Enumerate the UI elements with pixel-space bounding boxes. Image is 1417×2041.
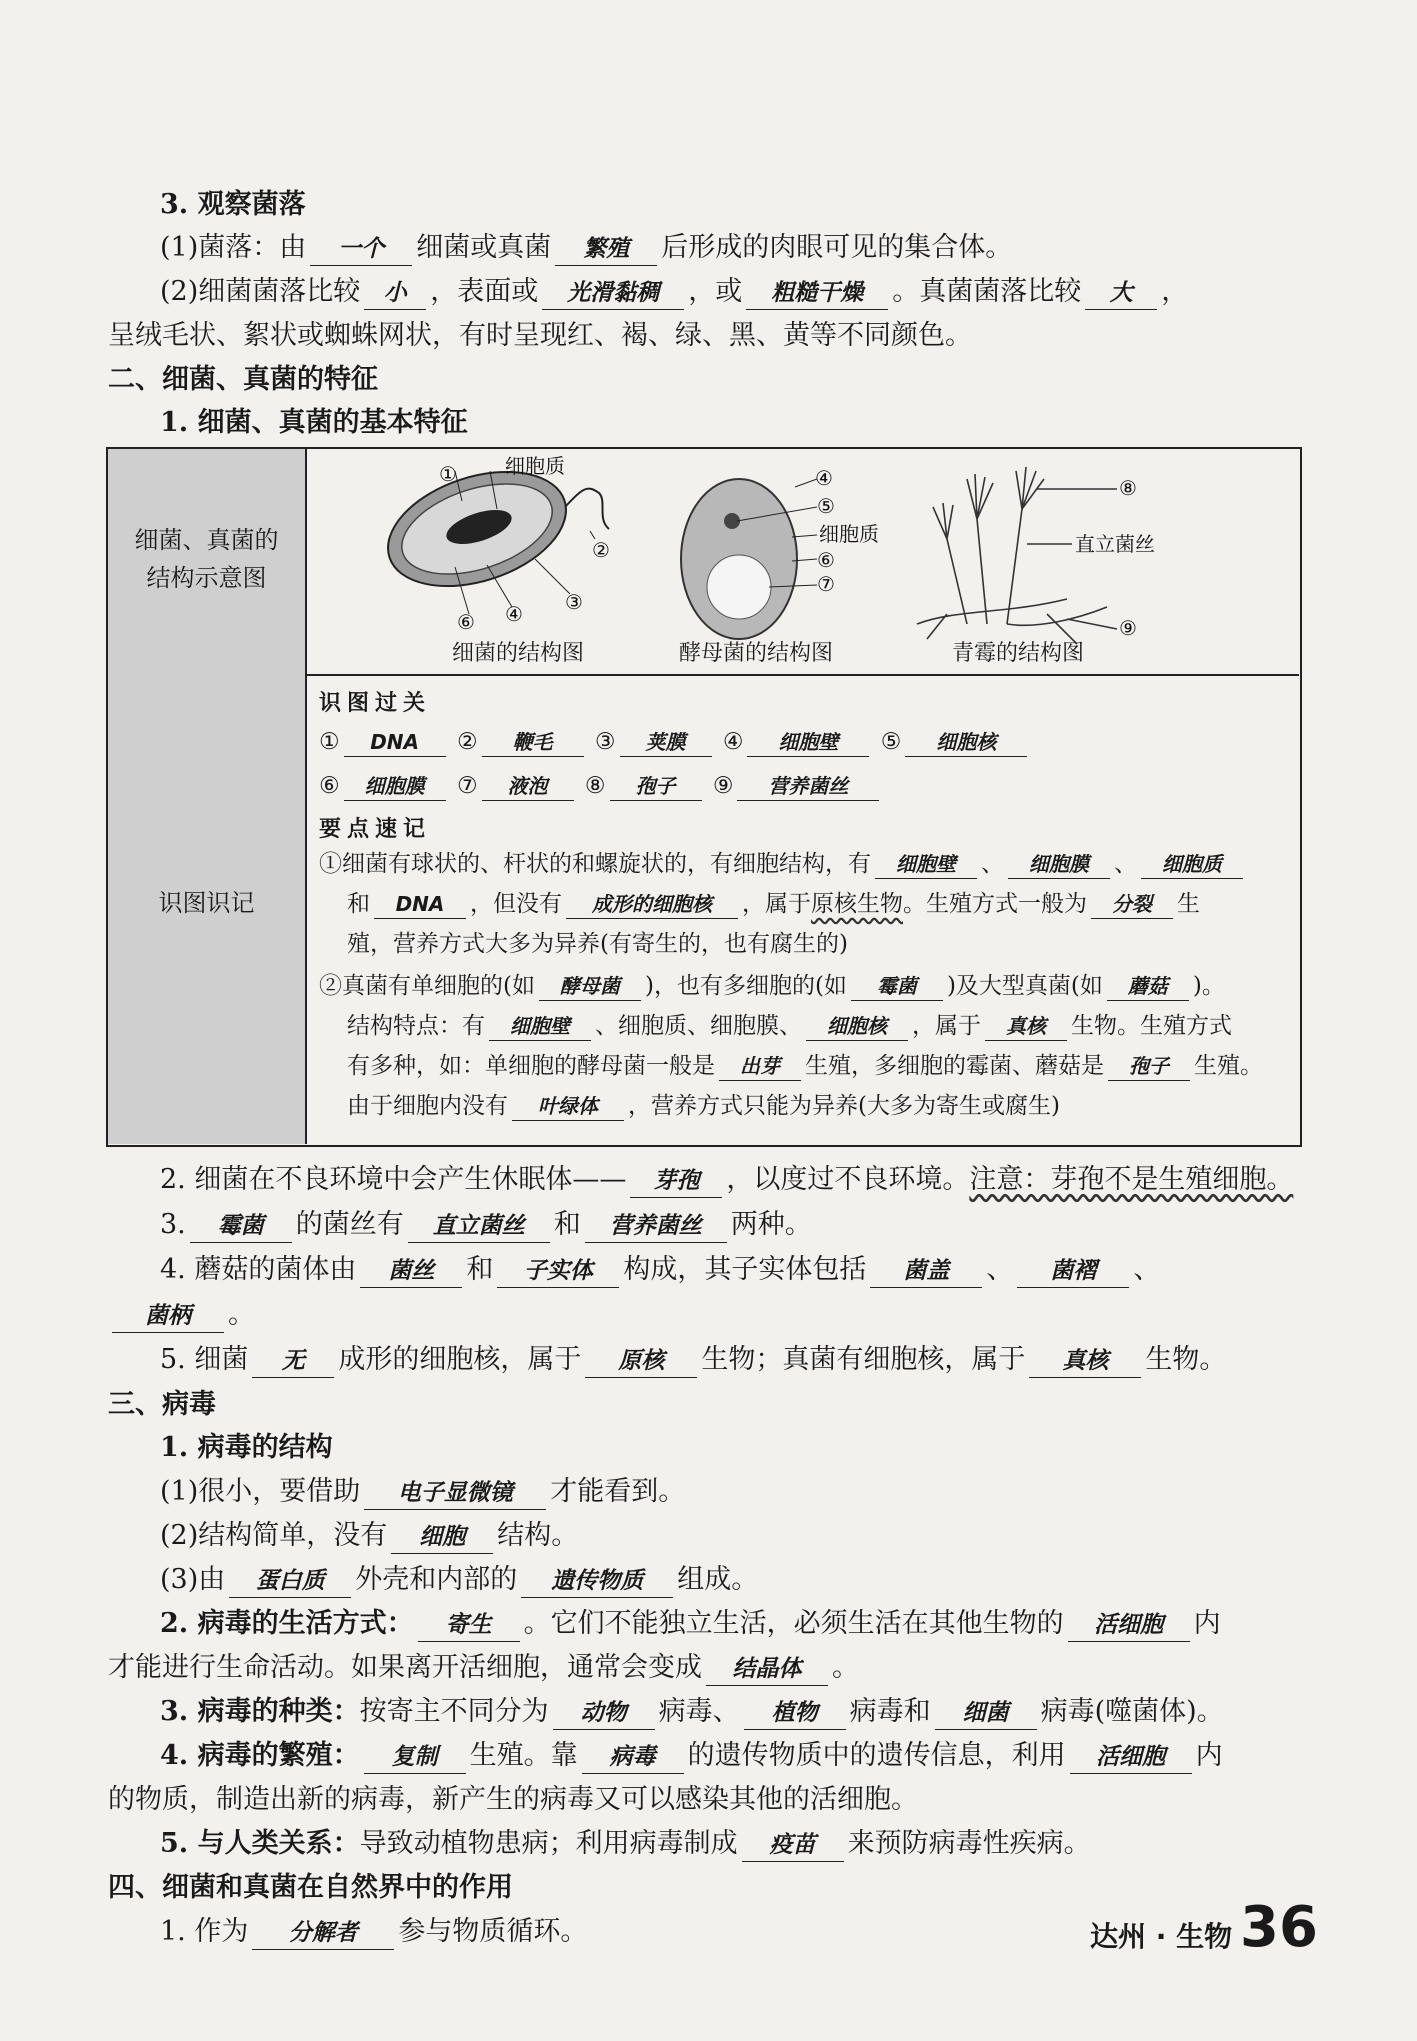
num: ⑦: [456, 773, 478, 799]
subsection-title: 1. 细菌、真菌的基本特征: [160, 407, 468, 438]
answer-blank: 真核: [1029, 1345, 1141, 1378]
yeast-diagram: [681, 466, 879, 639]
answer-row: [319, 724, 1031, 760]
text: ，或: [688, 276, 743, 307]
answer-blank: 霉菌: [190, 1210, 292, 1243]
answer-blank: 营养菌丝: [737, 772, 879, 801]
answer-blank: DNA: [374, 890, 466, 919]
text: 5. 与人类关系：: [160, 1828, 360, 1859]
num: ③: [594, 729, 616, 755]
underlined-text: 原核生物: [811, 891, 903, 917]
text-line: [108, 1295, 1308, 1335]
text: 按寄主不同分为: [359, 1696, 549, 1727]
label-3: ③: [565, 590, 583, 614]
answer-blank: 细胞壁: [747, 728, 869, 757]
text: 生物；真菌有细胞核，属于: [701, 1344, 1026, 1375]
text-line: [108, 1648, 1308, 1688]
text: 两种。: [730, 1209, 812, 1240]
answer-blank: 光滑黏稠: [542, 277, 684, 310]
answer-blank: 小: [364, 277, 426, 310]
answer-blank: DNA: [344, 728, 446, 757]
text: ①细菌有球状的、杆状的和螺旋状的，有细胞结构，有: [319, 851, 871, 877]
text: 病毒和: [849, 1696, 931, 1727]
text: )及大型真菌(如: [946, 973, 1103, 999]
text: 构成，其子实体包括: [623, 1254, 867, 1285]
text: 组成。: [677, 1564, 759, 1595]
diagram-caption: 酵母菌的结构图: [679, 641, 834, 666]
answer-blank: 植物: [744, 1697, 846, 1730]
text-line: [160, 1516, 1360, 1556]
text: 生物。: [1145, 1344, 1227, 1375]
text: 2. 病毒的生活方式：: [160, 1608, 414, 1639]
text: )，也有多细胞的(如: [644, 973, 847, 999]
label-6: ⑥: [457, 610, 475, 634]
text: (2)细菌菌落比较: [160, 276, 361, 307]
text: 。真菌菌落比较: [892, 276, 1082, 307]
text: 生: [1177, 891, 1200, 917]
answer-blank: 无: [252, 1345, 334, 1378]
note-line: 殖，营养方式大多为异养(有寄生的，也有腐生的): [347, 931, 848, 957]
footer-region-label: 达州 · 生物: [1090, 1920, 1233, 1953]
answer-blank: 寄生: [418, 1609, 520, 1642]
answer-blank: 细胞壁: [489, 1012, 591, 1041]
text-line: 呈绒毛状、絮状或蜘蛛网状，有时呈现红、褐、绿、黑、黄等不同颜色。: [108, 320, 972, 351]
text: 的遗传物质中的遗传信息，利用: [687, 1740, 1066, 1771]
answer-blank: 细胞核: [806, 1012, 908, 1041]
label-cytoplasm: 细胞质: [505, 454, 565, 478]
text: ，以度过不良环境。: [726, 1164, 970, 1195]
text-line: [160, 1205, 1360, 1245]
text: 4. 蘑菇的菌体由: [160, 1254, 357, 1285]
answer-blank: 细胞核: [905, 728, 1027, 757]
answer-blank: 分解者: [252, 1917, 394, 1950]
label-4: ④: [505, 602, 523, 626]
text: 1. 作为: [160, 1916, 249, 1947]
answer-blank: 霉菌: [851, 972, 943, 1001]
label-hyphae: 直立菌丝: [1075, 532, 1155, 556]
text: 才能进行生命活动。如果离开活细胞，通常会变成: [108, 1652, 702, 1683]
text-line: [160, 1472, 1360, 1512]
text-line: [160, 1250, 1360, 1290]
answer-blank: 菌盖: [870, 1255, 982, 1288]
text: 的菌丝有: [295, 1209, 404, 1240]
answer-blank: 遗传物质: [521, 1565, 673, 1598]
table-head-text: 结构示意图: [146, 564, 267, 592]
text: 。它们不能独立生活，必须生活在其他生物的: [523, 1608, 1064, 1639]
text: 参与物质循环。: [398, 1916, 588, 1947]
answer-blank: 细胞膜: [344, 772, 446, 801]
answer-blank: 分裂: [1091, 890, 1173, 919]
text: 5. 细菌: [160, 1344, 249, 1375]
text: 生殖，多细胞的霉菌、蘑菇是: [805, 1053, 1104, 1079]
answer-blank: 酵母菌: [539, 972, 641, 1001]
note-text: 注意：芽孢不是生殖细胞。: [969, 1164, 1294, 1195]
answer-blank: 菌褶: [1017, 1255, 1129, 1288]
label-8: ⑧: [1119, 476, 1137, 500]
section-title: 二、细菌、真菌的特征: [108, 364, 378, 395]
answer-blank: 成形的细胞核: [566, 890, 738, 919]
text-line: [160, 1560, 1360, 1600]
text: ，营养方式只能为异养(大多为寄生或腐生): [628, 1093, 1060, 1119]
answer-blank: 细胞膜: [1008, 850, 1110, 879]
note-line: [319, 968, 1225, 1004]
answer-blank: 蘑菇: [1107, 972, 1189, 1001]
answer-blank: 芽孢: [630, 1165, 722, 1198]
label-1: ①: [439, 462, 457, 486]
structure-table: [106, 447, 1302, 1147]
note-line: [347, 1088, 1060, 1124]
diagram-caption: 细菌的结构图: [452, 641, 585, 666]
answer-blank: 叶绿体: [512, 1092, 624, 1121]
answer-blank: 复制: [364, 1741, 466, 1774]
text: ，: [1161, 276, 1189, 307]
text: 才能看到。: [550, 1476, 686, 1507]
subsection-title: 3. 观察菌落: [160, 189, 306, 220]
answer-blank: 液泡: [482, 772, 574, 801]
answer-blank: 活细胞: [1068, 1609, 1190, 1642]
section-title: 三、病毒: [108, 1389, 216, 1420]
text: 后形成的肉眼可见的集合体。: [661, 232, 1013, 263]
text: 、: [981, 851, 1004, 877]
answer-blank: 细菌: [935, 1697, 1037, 1730]
answer-blank: 结晶体: [706, 1653, 828, 1686]
text: 生殖。靠: [469, 1740, 578, 1771]
answer-blank: 鞭毛: [482, 728, 584, 757]
answer-blank: 原核: [585, 1345, 697, 1378]
answer-blank: 粗糙干燥: [746, 277, 888, 310]
text-line: [160, 1736, 1360, 1776]
text: 生物。生殖方式: [1071, 1013, 1232, 1039]
label-5: ⑤: [817, 494, 835, 518]
answer-blank: 菌丝: [360, 1255, 462, 1288]
text: 来预防病毒性疾病。: [847, 1828, 1091, 1859]
text-line: [160, 1604, 1360, 1644]
diagram-cell: [307, 449, 1299, 676]
label-4: ④: [815, 466, 833, 490]
text-line: 的物质，制造出新的病毒，新产生的病毒又可以感染其他的活细胞。: [108, 1784, 918, 1815]
answer-blank: 细胞: [391, 1521, 493, 1554]
answer-blank: 孢子: [610, 772, 702, 801]
label-2: ②: [592, 538, 610, 562]
num: ④: [722, 729, 744, 755]
answer-blank: 细胞质: [1141, 850, 1243, 879]
table-head-text: 识图识记: [158, 889, 255, 917]
text-line: [160, 1692, 1360, 1732]
text: (1)很小，要借助: [160, 1476, 361, 1507]
note-line: [347, 886, 1200, 922]
text: 内: [1193, 1608, 1221, 1639]
answer-blank: 真核: [985, 1012, 1067, 1041]
text: 和: [553, 1209, 581, 1240]
text: 由于细胞内没有: [347, 1093, 508, 1119]
num: ⑨: [712, 773, 734, 799]
tag-label: 要点速记: [319, 817, 432, 842]
text-line: [160, 272, 1360, 312]
text: 。: [832, 1652, 859, 1683]
text: 病毒(噬菌体)。: [1040, 1696, 1224, 1727]
label-6: ⑥: [817, 548, 835, 572]
answer-blank: 直立菌丝: [408, 1210, 550, 1243]
note-line: [347, 1008, 1232, 1044]
text: ，但没有: [470, 891, 562, 917]
section-title: 四、细菌和真菌在自然界中的作用: [108, 1872, 513, 1903]
num: ⑥: [319, 773, 340, 799]
text: 外壳和内部的: [355, 1564, 518, 1595]
answer-blank: 病毒: [582, 1741, 684, 1774]
text: 3.: [160, 1209, 186, 1240]
answer-blank: 菌柄: [112, 1300, 224, 1333]
text: 和: [347, 891, 370, 917]
notes-cell: [307, 676, 1299, 1146]
label-7: ⑦: [817, 572, 835, 596]
num: ①: [319, 729, 340, 755]
answer-blank: 电子显微镜: [364, 1477, 546, 1510]
text-line: [160, 228, 1360, 268]
text: 4. 病毒的繁殖：: [160, 1740, 360, 1771]
answer-blank: 蛋白质: [229, 1565, 351, 1598]
text-line: [160, 1340, 1360, 1380]
text: ，属于: [742, 891, 811, 917]
answer-blank: 出芽: [719, 1052, 801, 1081]
text: 。生殖方式一般为: [903, 891, 1087, 917]
note-line: [319, 846, 1247, 882]
text: (1)菌落：由: [160, 232, 307, 263]
text: 有多种，如：单细胞的酵母菌一般是: [347, 1053, 715, 1079]
text: ，属于: [912, 1013, 981, 1039]
text: 、: [1114, 851, 1137, 877]
text: 病毒、: [658, 1696, 740, 1727]
answer-blank: 孢子: [1108, 1052, 1190, 1081]
text: 细菌或真菌: [416, 232, 552, 263]
text: 导致动植物患病；利用病毒制成: [359, 1828, 738, 1859]
subsection-title: 1. 病毒的结构: [160, 1432, 333, 1463]
text: 生殖。: [1194, 1053, 1263, 1079]
text: 和: [466, 1254, 494, 1285]
text: 、: [986, 1254, 1014, 1285]
text: (2)结构简单，没有: [160, 1520, 388, 1551]
text: 、细胞质、细胞膜、: [595, 1013, 802, 1039]
answer-blank: 活细胞: [1070, 1741, 1192, 1774]
text: )。: [1192, 973, 1225, 999]
answer-blank: 子实体: [497, 1255, 619, 1288]
answer-row: [319, 768, 883, 804]
text: (3)由: [160, 1564, 226, 1595]
text-line: [160, 1824, 1360, 1864]
answer-blank: 繁殖: [555, 233, 657, 266]
diagram-caption: 青霉的结构图: [952, 641, 1085, 666]
answer-blank: 荚膜: [620, 728, 712, 757]
answer-blank: 细胞壁: [875, 850, 977, 879]
table-head-cell: [108, 674, 307, 1144]
text: 结构。: [497, 1520, 579, 1551]
text: 2. 细菌在不良环境中会产生休眠体——: [160, 1164, 627, 1195]
note-line: [347, 1048, 1263, 1084]
answer-blank: 一个: [310, 233, 412, 266]
text: 、: [1133, 1254, 1161, 1285]
text: ，表面或: [430, 276, 539, 307]
answer-blank: 营养菌丝: [585, 1210, 727, 1243]
answer-blank: 动物: [553, 1697, 655, 1730]
tag-label: 识图过关: [319, 691, 432, 716]
label-cytoplasm: 细胞质: [819, 522, 879, 546]
answer-blank: 大: [1085, 277, 1157, 310]
table-head-text: 细菌、真菌的: [134, 526, 279, 554]
bacterium-diagram: [373, 451, 610, 634]
text: ②真菌有单细胞的(如: [319, 973, 535, 999]
text: 。: [228, 1299, 255, 1330]
num: ②: [456, 729, 478, 755]
num: ⑤: [880, 729, 902, 755]
num: ⑧: [584, 773, 606, 799]
page-number: 36: [1240, 1895, 1318, 1960]
text: 结构特点：有: [347, 1013, 485, 1039]
text: 内: [1195, 1740, 1223, 1771]
text-line: [160, 1160, 1360, 1200]
label-9: ⑨: [1119, 616, 1137, 640]
answer-blank: 疫苗: [742, 1829, 844, 1862]
table-head-cell: [108, 449, 307, 676]
text: 成形的细胞核，属于: [338, 1344, 582, 1375]
text: 3. 病毒的种类：: [160, 1696, 360, 1727]
